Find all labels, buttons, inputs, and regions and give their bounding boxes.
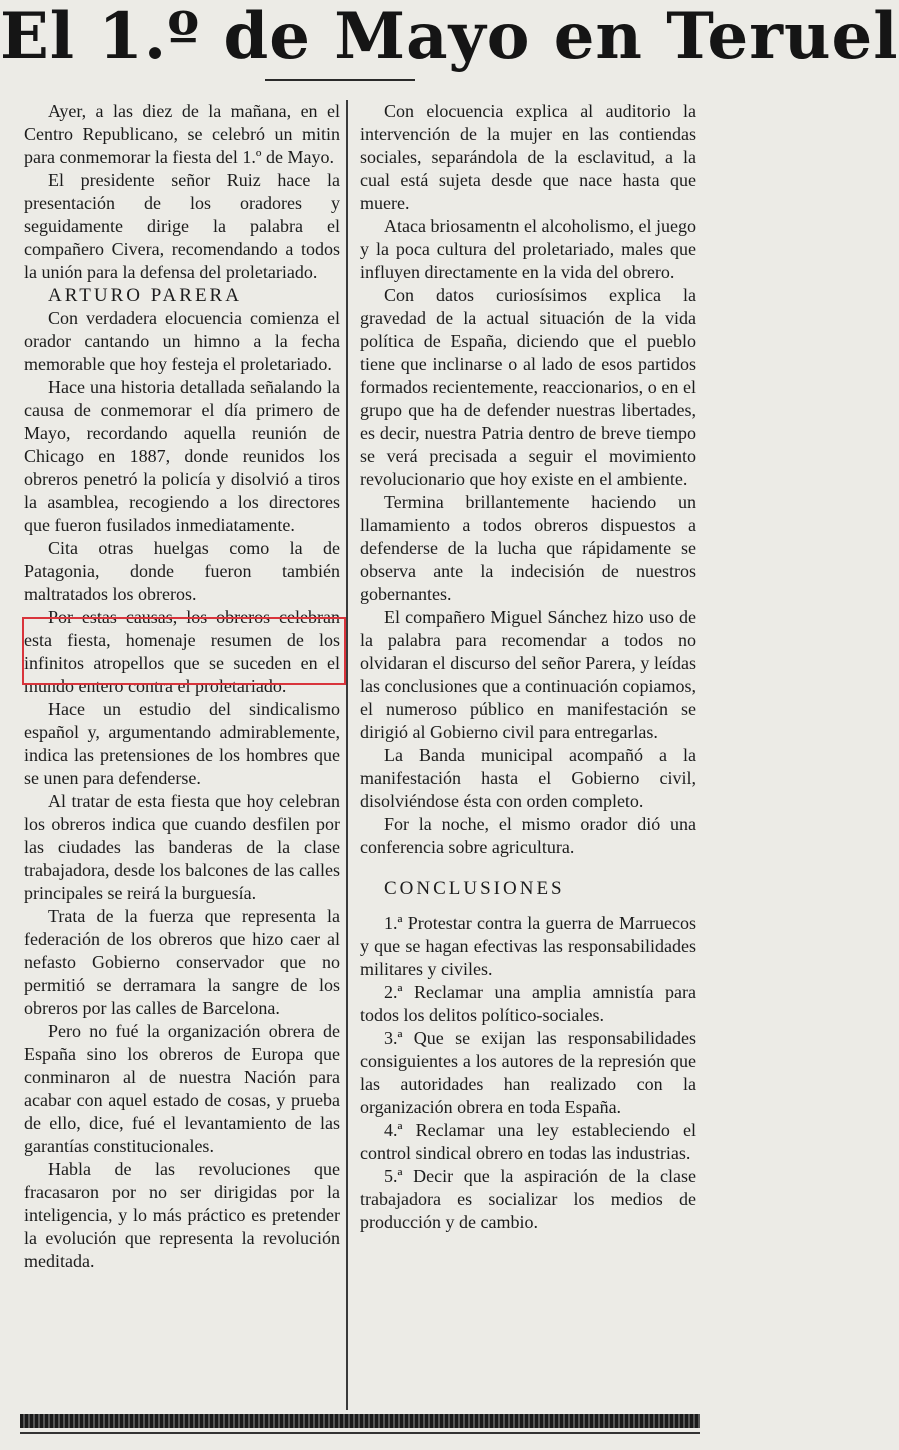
headline: El 1.º de Mayo en Teruel xyxy=(0,0,899,74)
right-column xyxy=(360,100,696,1234)
paragraph: Con elocuencia explica al auditorio la intervención de la mujer en las contiendas sociales, separándola de la esclavitud, a la cual está sujeta desde que nace hasta que muere. xyxy=(360,101,696,213)
conclusion-item: 3.ª Que se exijan las responsabilidades consiguientes a los autores de la represión que las autoridades han realizado con la organización obrera en toda España. xyxy=(360,1028,696,1117)
bottom-rule-thin xyxy=(20,1432,700,1434)
paragraph: Ayer, a las diez de la mañana, en el Centro Republicano, se celebró un mitin para conmemorar la fiesta del 1.º de Mayo. xyxy=(24,101,340,167)
section-heading: ARTURO PARERA xyxy=(48,285,242,306)
paragraph: Trata de la fuerza que representa la federación de los obreros que hizo caer al nefasto Gobierno conservador que no permitió se derramara la sangre de los obreros por las calles de Barcelona. xyxy=(24,906,340,1018)
conclusion-item: 2.ª Reclamar una amplia amnistía para todos los delitos político-sociales. xyxy=(360,982,696,1025)
paragraph: Al tratar de esta fiesta que hoy celebran los obreros indica que cuando desfilen por las ciudades las banderas de la clase trabajadora, desde los balcones de las calles principales se reirá la burguesía. xyxy=(24,791,340,903)
paragraph: Ataca briosamentn el alcoholismo, el juego y la poca cultura del proletariado, males que influyen directamente en la vida del obrero. xyxy=(360,216,696,282)
paragraph: El compañero Miguel Sánchez hizo uso de la palabra para recomendar a todos no olvidaran el discurso del señor Parera, y leídas las conclusiones que a continuación copiamos, el numeroso público en manifestación se dirigió al Gobierno civil para entregarlas. xyxy=(360,607,696,742)
paragraph: El presidente señor Ruiz hace la presentación de los oradores y seguidamente dirige la palabra el compañero Civera, recomendando a todos la unión para la defensa del proletariado. xyxy=(24,170,340,282)
conclusion-item: 4.ª Reclamar una ley estableciendo el control sindical obrero en todas las industrias. xyxy=(360,1120,696,1163)
highlighted-paragraph: Cita otras huelgas como la de Patagonia, donde fueron también maltratados los obreros. xyxy=(24,538,340,604)
column-divider xyxy=(346,100,348,1410)
paragraph: Con verdadera elocuencia comienza el orador cantando un himno a la fecha memorable que hoy festeja el proletariado. xyxy=(24,308,340,374)
paragraph: Por estas causas, los obreros celebran esta fiesta, homenaje resumen de los infinitos atropellos que se suceden en el mundo entero contra el proletariado. xyxy=(24,607,340,696)
conclusion-item: 5.ª Decir que la aspiración de la clase trabajadora es socializar los medios de producción y de cambio. xyxy=(360,1166,696,1232)
paragraph: La Banda municipal acompañó a la manifestación hasta el Gobierno civil, disolviéndose ésta con orden completo. xyxy=(360,745,696,811)
left-column xyxy=(24,100,340,1273)
paragraph: Pero no fué la organización obrera de España sino los obreros de Europa que conminaron al de nuestra Nación para acabar con aquel estado de cosas, y prueba de ello, dice, fué el levantamiento de las garantías constitucionales. xyxy=(24,1021,340,1156)
bottom-rule xyxy=(20,1414,700,1428)
conclusion-item: 1.ª Protestar contra la guerra de Marruecos y que se hagan efectivas las responsabilidades militares y civiles. xyxy=(360,913,696,979)
section-heading: CONCLUSIONES xyxy=(384,878,565,899)
paragraph: For la noche, el mismo orador dió una conferencia sobre agricultura. xyxy=(360,814,696,857)
paragraph: Con datos curiosísimos explica la gravedad de la actual situación de la vida política de España, diciendo que el pueblo tiene que inclinarse o al lado de esos partidos formados recientemente, reaccionarios, o en el grupo que ha de defender nuestras libertades, es decir, nuestra Patria dentro de breve tiempo se verá precisada a seguir el movimiento revolucionario que hoy existe en el ambiente. xyxy=(360,285,696,489)
paragraph: Hace un estudio del sindicalismo español y, argumentando admirablemente, indica las pretensiones de los hombres que se unen para defenderse. xyxy=(24,699,340,788)
headline-rule xyxy=(265,79,415,81)
paragraph: Termina brillantemente haciendo un llamamiento a todos obreros dispuestos a defenderse de la lucha que rápidamente se observa ante la indecisión de nuestros gobernantes. xyxy=(360,492,696,604)
highlight-box xyxy=(22,617,346,685)
paragraph: Hace una historia detallada señalando la causa de conmemorar el día primero de Mayo, recordando aquella reunión de Chicago en 1887, donde reunidos los obreros penetró la policía y disolvió a tiros la asamblea, recogiendo a los directores que fueron fusilados inmediatamente. xyxy=(24,377,340,535)
paragraph: Habla de las revoluciones que fracasaron por no ser dirigidas por la inteligencia, y lo más práctico es pretender la evolución que representa la revolución meditada. xyxy=(24,1159,340,1271)
